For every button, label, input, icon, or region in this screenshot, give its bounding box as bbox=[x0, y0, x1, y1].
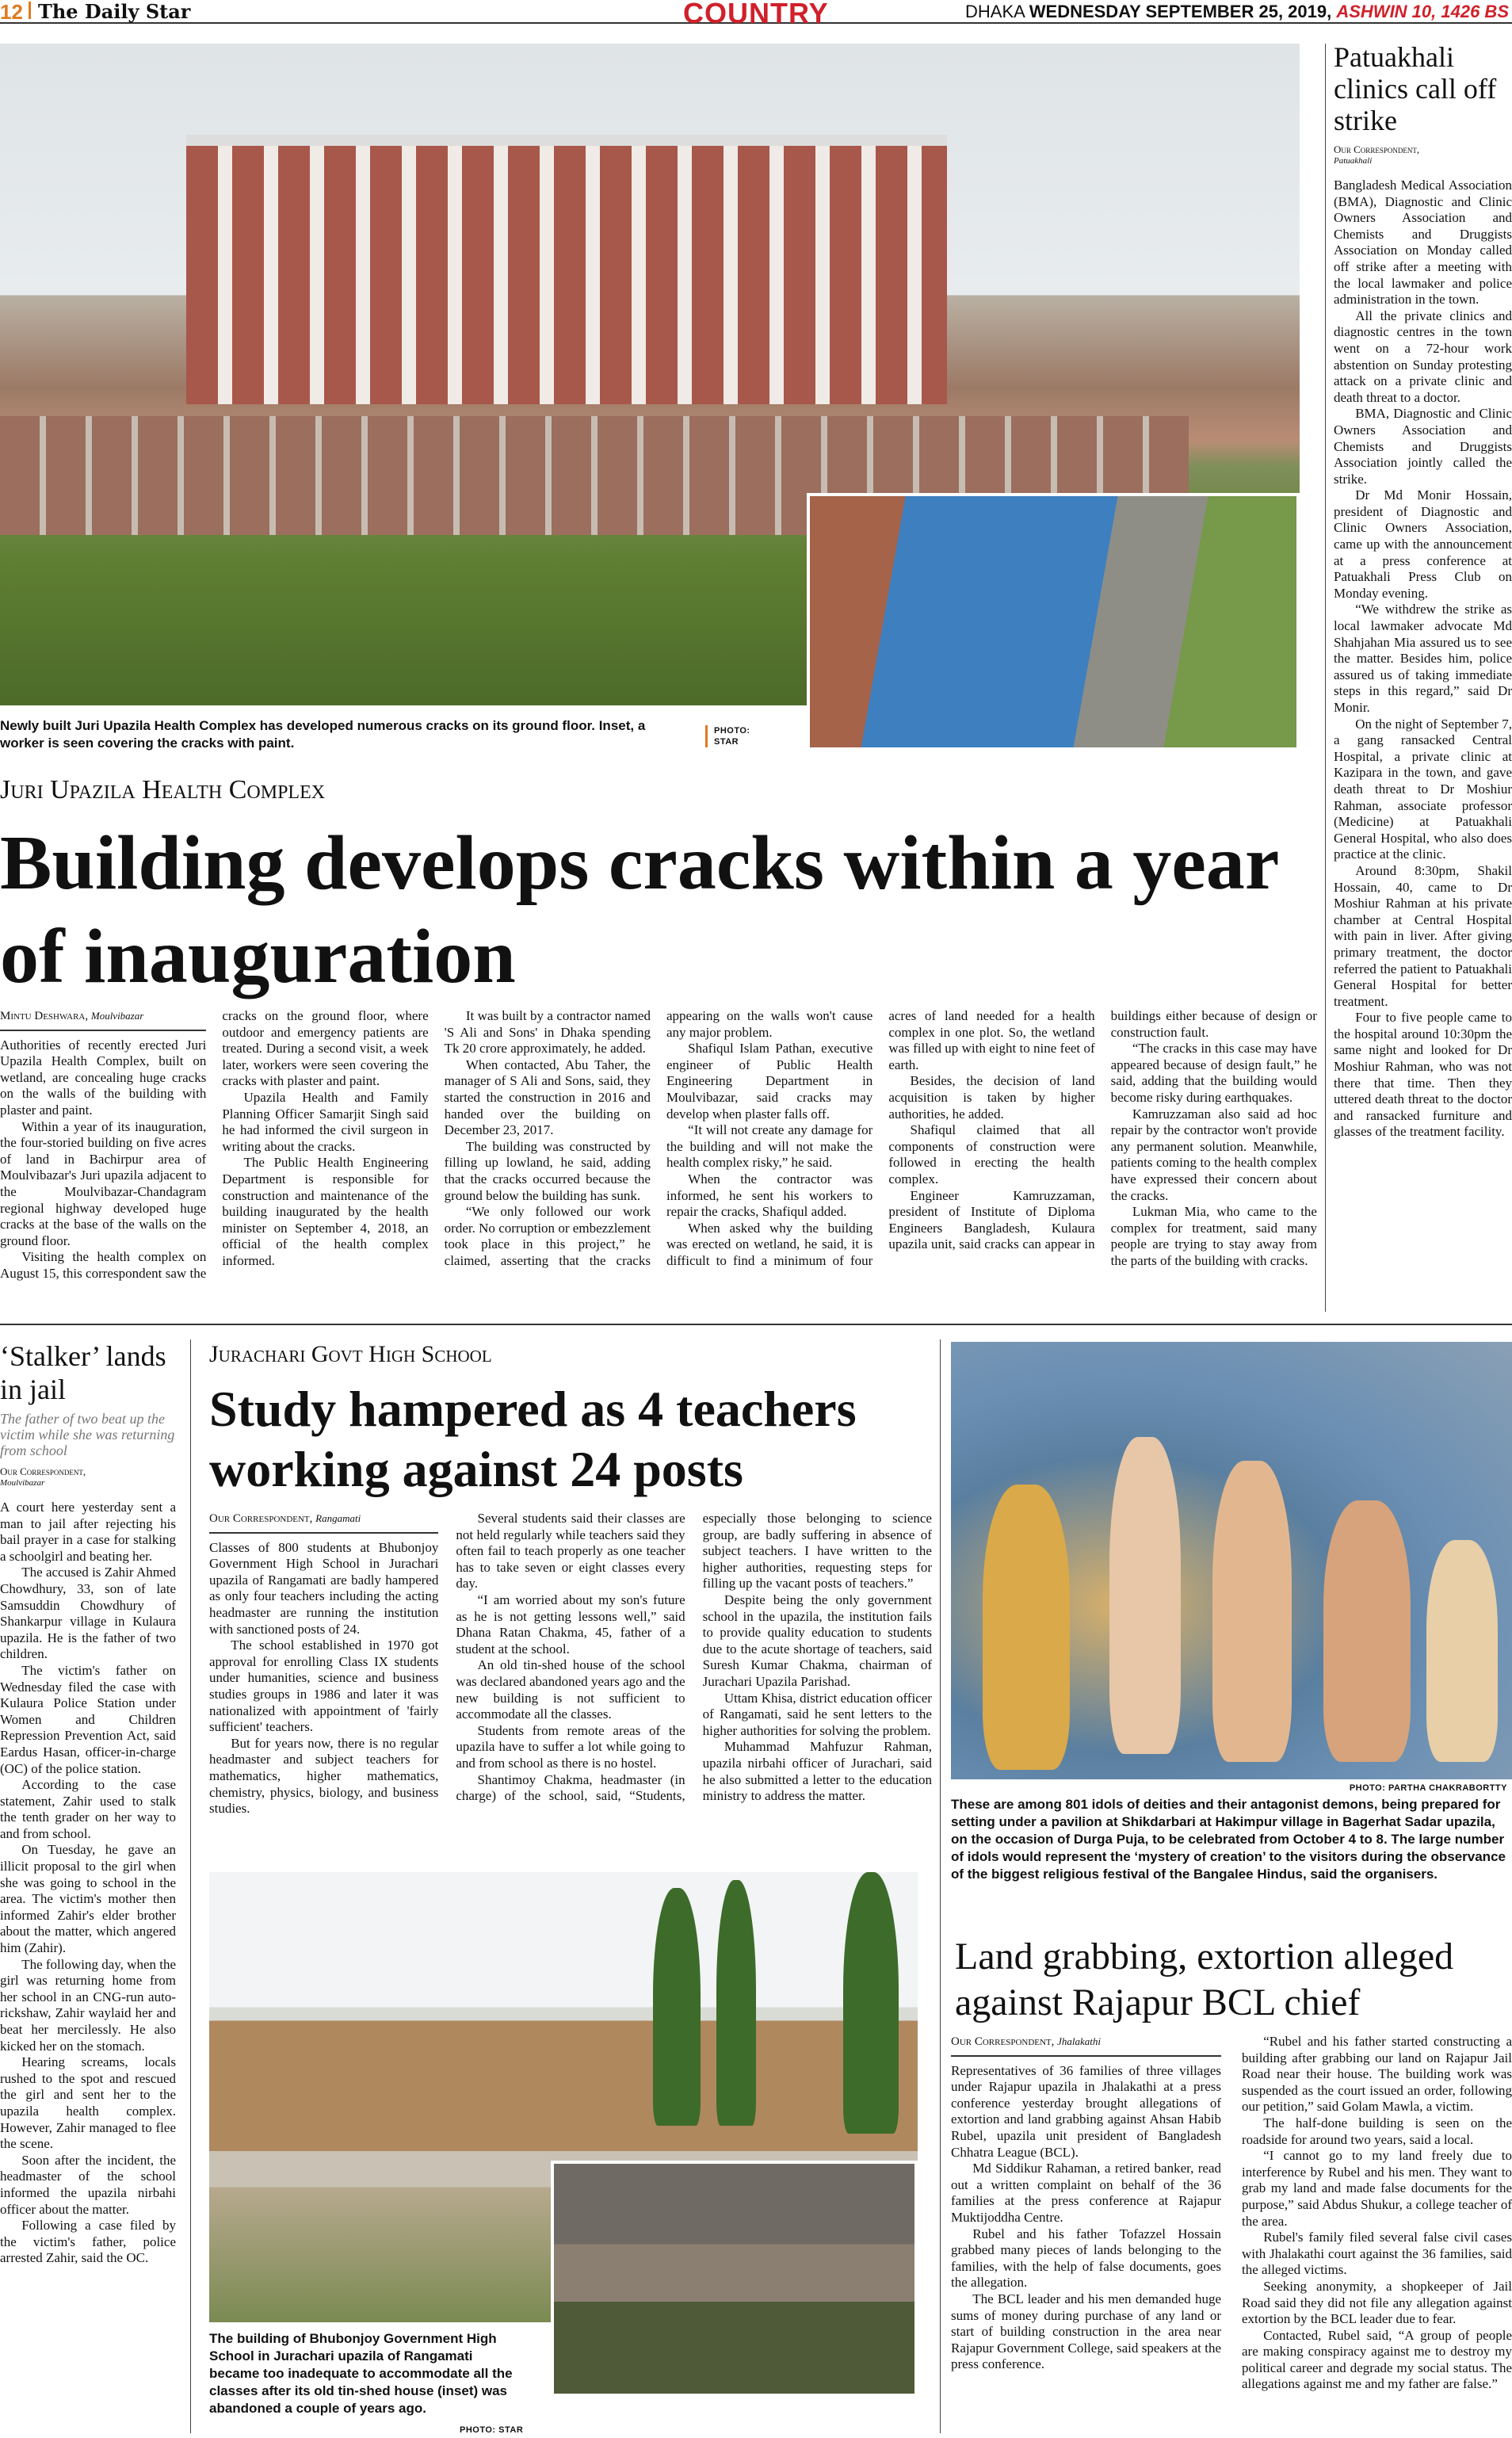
paragraph: Dr Md Monir Hossain, president of Diagnostic and Clinic Owners Association, came up with the announcement at a press conference at Patuakhali Press Club on Monday evening. bbox=[1334, 487, 1512, 601]
idol-shape bbox=[1109, 1437, 1181, 1754]
lead-kicker: Juri Upazila Health Complex bbox=[0, 775, 326, 804]
paragraph: Rubel and his father Tofazzel Hossain grabbed many pieces of lands belonging to the families, with the help of false documents, goes the allegation. bbox=[951, 2226, 1221, 2291]
school-photo-caption: The building of Bhubonjoy Government High School in Jurachari upazila of Rangamati became too inadequate to accommodate all the classes after its old tin-shed house (inset) was abandoned a couple of years ago. bbox=[209, 2331, 513, 2416]
date-main: WEDNESDAY SEPTEMBER 25, 2019, bbox=[1029, 2, 1332, 21]
paragraph: Within a year of its inauguration, the four-storied building on five acres of land in Bachirpur area of Moulvibazar's Juri upazila adjacent to the Moulvibazar-Chandagram regional highway developed huge cracks at the base of the walls on the ground floor. bbox=[0, 1118, 207, 1248]
column-rule bbox=[190, 1339, 191, 2433]
idol-shape bbox=[983, 1485, 1070, 1770]
byline bbox=[951, 2034, 1221, 2057]
paragraph: Kamruzzaman also said ad hoc repair by the contractor won't provide any permanent solution. Meanwhile, patients coming to the health complex have expressed their concern about the cracks. bbox=[1110, 1106, 1317, 1203]
paragraph: “I cannot go to my land freely due to interference by Rubel and his men. They want to grab my land and made false documents for the purpose,” said Abdus Shukur, a college teacher of the area. bbox=[1242, 2148, 1512, 2229]
photo-credit: PHOTO: STAR bbox=[460, 2425, 524, 2435]
paragraph: “Rubel and his father started constructing a building after grabbing our land on Rajapur Jail Road near their house. The building work was suspended as the court issued an order, following our petition,” said Golam Mawla, a victim. bbox=[1242, 2034, 1512, 2115]
paragraph: Uttam Khisa, district education officer of Rangamati, said he sent letters to the higher authorities for solving the problem. bbox=[702, 1690, 932, 1738]
byline-name: Our Correspondent, bbox=[0, 1465, 86, 1477]
byline-name: Our Correspondent, bbox=[951, 2035, 1055, 2048]
paragraph: Seeking anonymity, a shopkeeper of Jail Road said they did not file any allegation against extortion by the BCL leader due to fear. bbox=[1242, 2278, 1512, 2327]
column-rule bbox=[940, 1339, 941, 2433]
paragraph: When asked why the building was erected on wetland, he said, it is difficult to find a minimum of four acres of land needed for a health complex in one plot. So, the wetland was filled up with eight to nine feet of earth. bbox=[666, 1008, 1095, 1268]
divider bbox=[29, 2, 31, 19]
page-header bbox=[0, 0, 1512, 29]
paragraph: Bangladesh Medical Association (BMA), Diagnostic and Clinic Owners Association and Chemists and Druggists Association on Monday called off strike after a meeting with the local lawmaker and police administration in the town. bbox=[1334, 178, 1512, 308]
paragraph: All the private clinics and diagnostic centres in the town went on a 72-hour work abstention on Sunday protesting attack on a private clinic and death threat to a doctor. bbox=[1334, 308, 1512, 405]
school-kicker: Jurachari Govt High School bbox=[209, 1341, 492, 1367]
dateline bbox=[965, 2, 1509, 22]
building-shape bbox=[186, 135, 947, 404]
paragraph: Hearing screams, locals rushed to the spot and rescued the girl and sent her to the upazila health complex. However, Zahir managed to flee the scene. bbox=[0, 2054, 176, 2152]
byline-place: Moulvibazar bbox=[0, 1478, 45, 1488]
paragraph: Contacted, Rubel said, “A group of people are making conspiracy against me to destroy my political career and degrade my social status. The allegations against me and my father are false.” bbox=[1242, 2327, 1512, 2392]
paragraph: Lukman Mia, who came to the complex for treatment, said many people are trying to stay away from the parts of the building with cracks. bbox=[1110, 1204, 1317, 1268]
page-number: 12 bbox=[0, 0, 23, 24]
durga-photo-caption: These are among 801 idols of deities and their antagonist demons, being prepared for setting under a pavilion at Shikdarbari at Hakimpur village in Bagerhat Sadar upazila, on the occasion of Durga Puja, to be celebrated from October 4 to 8. The large number of idols would represent the ‘mystery of creation’ to the visitors during the observance of the biggest religious festival of the Bangalee Hindus, said the organisers. bbox=[951, 1797, 1506, 1882]
patuakhali-headline: Patuakhali clinics call off strike bbox=[1334, 41, 1497, 136]
paragraph: The victim's father on Wednesday filed the case with Kulaura Police Station under Women and Children Repression Prevention Act, said Eardus Hasan, officer-in-charge (OC) of the police station. bbox=[0, 1662, 176, 1776]
land-headline: Land grabbing, extortion alleged against Rajapur BCL chief bbox=[955, 1935, 1454, 2023]
inset-worker-photo bbox=[807, 493, 1300, 751]
paragraph: The BCL leader and his men demanded huge sums of money during purchase of any land or start of building construction in the area near Rajapur Government College, said speakers at the press conference. bbox=[951, 2291, 1221, 2372]
stalker-subhead: The father of two beat up the victim while she was returning from school bbox=[0, 1411, 175, 1458]
date-bangla: ASHWIN 10, 1426 BS bbox=[1336, 2, 1509, 21]
byline-name: Mintu Deshwara, bbox=[0, 1010, 89, 1022]
section-title: COUNTRY bbox=[683, 0, 829, 29]
paragraph: Md Siddikur Rahaman, a retired banker, read out a written complaint on behalf of the 36 families at the press conference at Rajapur Muktijoddha Centre. bbox=[951, 2161, 1221, 2225]
paragraph: Students from remote areas of the upazila have to suffer a lot while going to and from school as there is no hostel. bbox=[456, 1722, 685, 1771]
paragraph: Rubel's family filed several false civil cases with Jhalakathi court against the 36 families, said the alleged victims. bbox=[1242, 2230, 1512, 2278]
byline-place: Moulvibazar bbox=[90, 1010, 144, 1022]
paragraph: “It will not create any damage for the building and will not make the health complex risky,” he said. bbox=[666, 1122, 873, 1171]
column-rule bbox=[1325, 44, 1326, 1312]
paragraph: The school established in 1970 got approval for enrolling Class IX students under humanities, science and business studies groups in 1986 and later it was nationalized with appointment of 'fairly sufficient' teachers. bbox=[209, 1637, 439, 1735]
paragraph: The half-done building is seen on the roadside for around two years, said a local. bbox=[1242, 2115, 1512, 2147]
date-city: DHAKA bbox=[965, 2, 1025, 21]
paragraph: A court here yesterday sent a man to jail after rejecting his bail prayer in a case for stalking a schoolgirl and beating her. bbox=[0, 1500, 176, 1564]
paragraph: An old tin-shed house of the school was declared abandoned years ago and the new building is not sufficient to accommodate all the classes. bbox=[456, 1657, 685, 1722]
byline bbox=[209, 1511, 438, 1534]
stalker-headline: ‘Stalker’ lands in jail bbox=[0, 1340, 166, 1405]
paragraph: Soon after the incident, the headmaster of the school informed the upazila nirbahi officer about the matter. bbox=[0, 2152, 176, 2217]
byline bbox=[0, 1008, 206, 1031]
lead-headline: Building develops cracks within a year of inauguration bbox=[0, 820, 1278, 999]
paragraph: On Tuesday, he gave an illicit proposal to the girl when she was going to school in the area. The victim's mother then informed Zahir's elder brother about the matter, which angered him (Zahir). bbox=[0, 1842, 176, 1956]
paragraph: “The cracks in this case may have appeared because of design fault,” he said, adding that the building would become risky during earthquakes. bbox=[1110, 1041, 1317, 1105]
idol-shape bbox=[1323, 1500, 1411, 1762]
paragraph: Besides, the decision of land acquisition is taken by higher authorities, he added. bbox=[888, 1073, 1095, 1122]
paragraph: Shantimoy Chakma, headmaster (in charge) of the school, said, “Students, especially those belonging to science group, are badly suffering in absence of subject teachers. I have written to the higher authorities, requesting steps for filling up the vacant posts of teachers.” bbox=[456, 1511, 932, 1804]
tin-shed-inset-photo bbox=[551, 2161, 918, 2397]
paragraph: When the contractor was informed, he sent his workers to repair the cracks, Shafiqul added. bbox=[666, 1171, 873, 1220]
paragraph: Following a case filed by the victim's father, police arrested Zahir, said the OC. bbox=[0, 2218, 176, 2266]
photo-credit: PHOTO: PARTHA CHAKRABORTTY bbox=[1349, 1783, 1507, 1793]
paragraph: The Public Health Engineering Department is responsible for construction and maintenance of the building inaugurated by the health minister on September 4, 2018, an official of the health complex informed. bbox=[222, 1155, 429, 1268]
school-headline: Study hampered as 4 teachers working against 24 posts bbox=[209, 1381, 857, 1497]
paragraph: It was built by a contractor named 'S Ali and Sons' in Dhaka spending Tk 20 crore approximately, he added. bbox=[444, 1008, 651, 1057]
paragraph: Four to five people came to the hospital around 10:30pm the same night and looked for Dr Moshiur Rahman, who was not there that time. Then they uttered death threat to the doctor and ransacked furniture and glasses of the treatment facility. bbox=[1334, 1010, 1512, 1140]
paragraph: Engineer Kamruzzaman, president of Institute of Diploma Engineers Bangladesh, Kulaura upazila unit, said cracks can appear in buildings either because of design or construction fault. bbox=[888, 1008, 1317, 1252]
durga-idols-photo bbox=[951, 1342, 1512, 1779]
lead-photo-caption: Newly built Juri Upazila Health Complex has developed numerous cracks on its ground floor. Inset, a worker is seen covering the cracks with paint. bbox=[0, 718, 646, 751]
stalker-article bbox=[0, 1339, 176, 2267]
paragraph: “I am worried about my son's future as he is not getting lessons well,” said Dhana Ratan Chakma, 45, father of a student at the school. bbox=[456, 1592, 685, 1657]
paragraph: Representatives of 36 families of three villages under Rajapur upazila in Jhalakathi at a press conference yesterday brought allegations of extortion and land grabbing against Ahsan Habib Rubel, upazila unit president of Bangladesh Chhatra League (BCL). bbox=[951, 2062, 1221, 2160]
paragraph: Several students said their classes are not held regularly while teachers said they often fail to teach properly as one teacher has to take seven or eight classes every day. bbox=[456, 1511, 685, 1592]
byline-place: Jhalakathi bbox=[1057, 2035, 1102, 2047]
photo-credit bbox=[705, 725, 750, 747]
paragraph: “We withdrew the strike as local lawmaker advocate Md Shahjahan Mia assured us to see the matter. Besides him, police assured us of taking immediate steps in this regard,” said Dr Monir. bbox=[1334, 602, 1512, 715]
patuakhali-article bbox=[1334, 41, 1512, 1141]
paragraph: Shafiqul Islam Pathan, executive engineer of Public Health Engineering Department in Moulvibazar, said cracks may develop when plaster falls off. bbox=[666, 1041, 873, 1122]
paragraph: Upazila Health and Family Planning Officer Samarjit Singh said he had informed the civil surgeon in writing about the cracks. bbox=[222, 1089, 429, 1154]
paragraph: Despite being the only government school in the upazila, the institution fails to provide quality education to students due to the acute shortage of teachers, said Suresh Kumar Chakma, chairman of Jurachari Upazila Parishad. bbox=[702, 1592, 932, 1689]
idol-shape bbox=[1212, 1461, 1292, 1762]
land-article-body bbox=[951, 2034, 1512, 2438]
paragraph: Around 8:30pm, Shakil Hossain, 40, came to Dr Moshiur Rahman at his private chamber at Central Hospital with pain in liver. After giving primary treatment, the doctor referred the patient to Patuakhali General Hospital for better treatment. bbox=[1334, 862, 1512, 1009]
paragraph: Shafiqul claimed that all components of construction were followed in erecting the health complex. bbox=[888, 1122, 1095, 1187]
paragraph: Authorities of recently erected Juri Upazila Health Complex, built on wetland, are concealing huge cracks on the walls of the building with plaster and paint. bbox=[0, 1037, 207, 1118]
lead-article-body bbox=[0, 1008, 1317, 1317]
photo-credit-name: STAR bbox=[714, 737, 739, 747]
paragraph: The following day, when the girl was returning home from her school in an CNG-run auto-rickshaw, Zahir waylaid her and beat her mercilessly. He also kicked her on the stomach. bbox=[0, 1956, 177, 2054]
idol-shape bbox=[1426, 1540, 1498, 1762]
byline bbox=[0, 1466, 176, 1488]
byline bbox=[1334, 144, 1512, 166]
paragraph: Classes of 800 students at Bhubonjoy Government High School in Jurachari upazila of Rangamati are badly hampered as only four teachers including the acting headmaster are running the institution with sanctioned posts of 24. bbox=[209, 1539, 439, 1637]
paragraph: The building was constructed by filling up lowland, he said, adding that the cracks occurred because the ground below the building has sunk. bbox=[444, 1138, 651, 1203]
tree-shape bbox=[653, 1888, 701, 2126]
masthead-logo: The Daily Star bbox=[38, 0, 191, 23]
photo-credit-label: PHOTO: bbox=[714, 726, 750, 736]
paragraph: Muhammad Mahfuzur Rahman, upazila nirbahi officer of Jurachari, said he also submitted a letter to the education ministry to address the matter. bbox=[702, 1739, 932, 1804]
byline-place: Patuakhali bbox=[1334, 156, 1373, 166]
byline-name: Our Correspondent, bbox=[1334, 143, 1420, 155]
paragraph: The accused is Zahir Ahmed Chowdhury, 33, son of late Samsuddin Chowdhury of Shankarpur village in Kulaura upazila. He is the father of two children. bbox=[0, 1565, 176, 1662]
school-article-body bbox=[209, 1511, 932, 1859]
tree-shape bbox=[843, 1872, 899, 2134]
byline-place: Rangamati bbox=[315, 1512, 361, 1524]
byline-name: Our Correspondent, bbox=[209, 1512, 313, 1525]
paragraph: When contacted, Abu Taher, the manager of S Ali and Sons, said, they started the construction in 2016 and handed over the building on December 23, 2017. bbox=[444, 1057, 651, 1138]
paragraph: But for years now, there is no regular headmaster and subject teachers for mathematics, higher mathematics, chemistry, physics, biology, and business studies. bbox=[209, 1735, 439, 1817]
paragraph: According to the case statement, Zahir used to stalk the tenth grader on her way to and from school. bbox=[0, 1777, 176, 1841]
paragraph: “We only followed our work order. No corruption or embezzlement took place in this project,” he claimed, asserting that the cracks appearing on the walls won't cause any major problem. bbox=[444, 1008, 873, 1268]
tree-shape bbox=[716, 1880, 756, 2126]
paragraph: On the night of September 7, a gang ransacked Central Hospital, a private clinic at Kazipara in the town, and gave death threat to Dr Moshiur Rahman, associate professor (Medicine) at Patuakhali General Hospital, who also does practice at the clinic. bbox=[1334, 716, 1512, 862]
section-divider bbox=[0, 1324, 1512, 1325]
paragraph: Visiting the health complex on August 15, this correspondent saw the cracks on the ground floor, where outdoor and emergency patients are treated. During a second visit, a week later, workers were seen covering the cracks with plaster and paint. bbox=[0, 1008, 429, 1281]
paragraph: BMA, Diagnostic and Clinic Owners Association and Chemists and Druggists Association jointly called the strike. bbox=[1334, 406, 1512, 487]
